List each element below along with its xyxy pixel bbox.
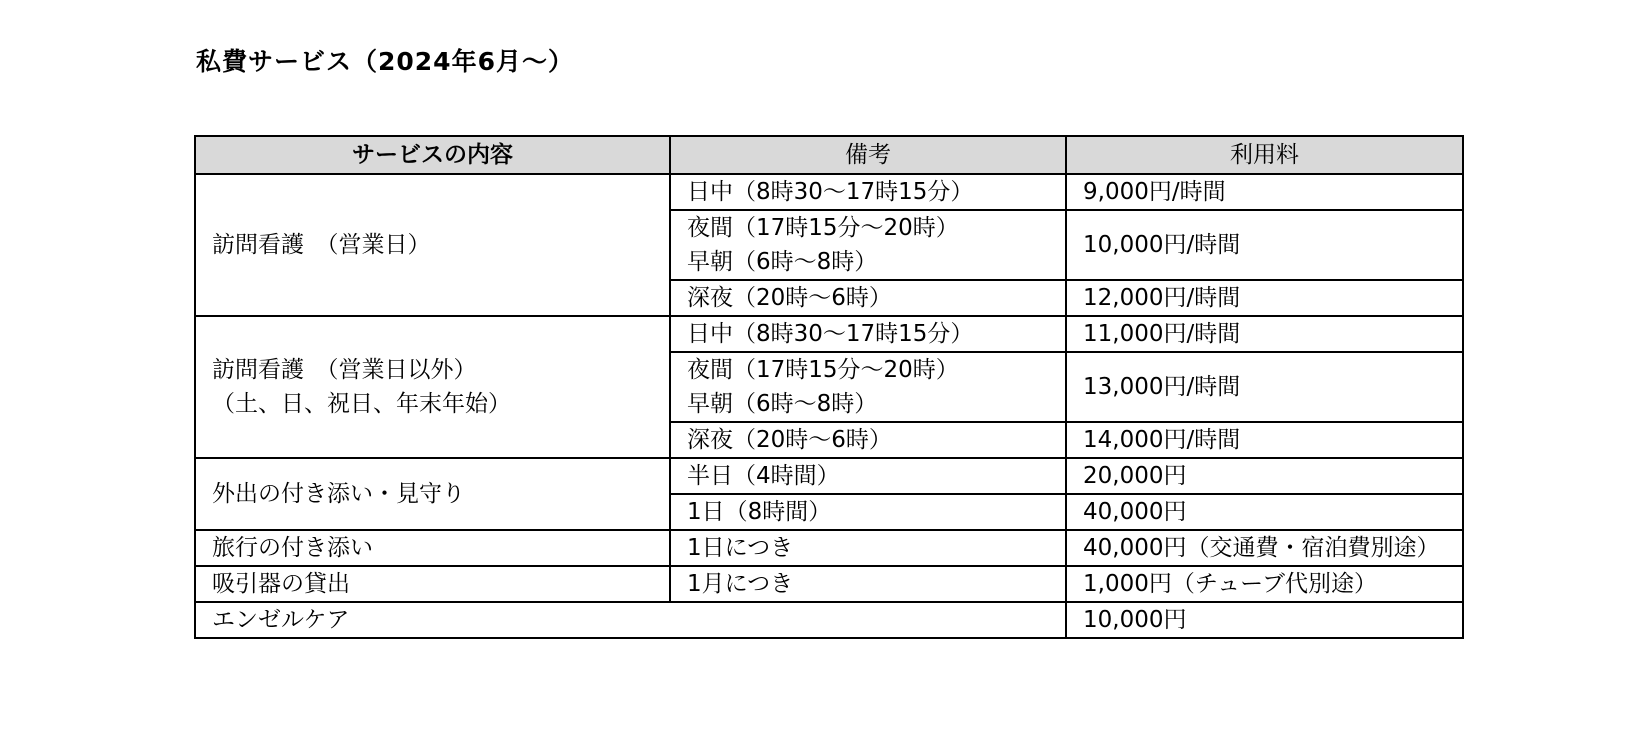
note-cell — [670, 280, 1066, 316]
header-fee: 利用料 — [1066, 136, 1463, 174]
note-label: 早朝（6時～8時） — [687, 391, 878, 417]
note-cell — [670, 210, 1066, 280]
service-label: 訪問看護 （営業日以外） — [212, 357, 477, 383]
service-label: 旅行の付き添い — [212, 535, 373, 561]
fee-cell: 13,000円/時間 — [1066, 352, 1463, 422]
service-label: 訪問看護 （営業日） — [212, 232, 431, 258]
note-label: 夜間（17時15分～20時） — [687, 357, 959, 383]
table-row — [195, 458, 1463, 494]
service-cell — [195, 566, 670, 602]
service-cell — [195, 530, 670, 566]
note-cell — [670, 174, 1066, 210]
note-cell — [670, 494, 1066, 530]
service-label: 吸引器の貸出 — [212, 571, 350, 597]
service-cell — [195, 458, 670, 530]
note-cell — [670, 566, 1066, 602]
note-label: 日中（8時30～17時15分） — [687, 321, 974, 347]
service-label: （土、日、祝日、年末年始） — [212, 391, 511, 417]
fee-cell: 1,000円（チューブ代別途） — [1066, 566, 1463, 602]
note-cell — [670, 352, 1066, 422]
table-row — [195, 316, 1463, 352]
service-cell — [195, 316, 670, 458]
fee-cell: 40,000円（交通費・宿泊費別途） — [1066, 530, 1463, 566]
fee-cell: 14,000円/時間 — [1066, 422, 1463, 458]
note-label: 深夜（20時～6時） — [687, 285, 892, 311]
note-label: 半日（4時間） — [687, 463, 840, 489]
table-row — [195, 174, 1463, 210]
fee-cell: 20,000円 — [1066, 458, 1463, 494]
note-cell — [670, 530, 1066, 566]
table-header-row — [195, 136, 1463, 174]
table-row — [195, 602, 1463, 638]
service-cell — [195, 602, 1066, 638]
note-cell — [670, 422, 1066, 458]
service-cell — [195, 174, 670, 316]
note-label: 早朝（6時～8時） — [687, 249, 878, 275]
fee-cell: 40,000円 — [1066, 494, 1463, 530]
fee-cell: 11,000円/時間 — [1066, 316, 1463, 352]
service-label: 外出の付き添い・見守り — [212, 481, 465, 507]
page-title: 私費サービス（2024年6月～） — [196, 47, 574, 76]
note-label: 1日（8時間） — [687, 499, 832, 525]
table-row — [195, 530, 1463, 566]
table-row — [195, 566, 1463, 602]
header-service: サービスの内容 — [195, 136, 670, 174]
note-cell — [670, 316, 1066, 352]
fee-table — [194, 135, 1464, 639]
service-label: エンゼルケア — [212, 607, 350, 633]
fee-cell: 12,000円/時間 — [1066, 280, 1463, 316]
header-notes: 備考 — [670, 136, 1066, 174]
note-label: 1日につき — [687, 535, 794, 561]
note-label: 日中（8時30～17時15分） — [687, 179, 974, 205]
note-label: 1月につき — [687, 571, 794, 597]
fee-cell: 10,000円/時間 — [1066, 210, 1463, 280]
note-label: 夜間（17時15分～20時） — [687, 215, 959, 241]
note-cell — [670, 458, 1066, 494]
note-label: 深夜（20時～6時） — [687, 427, 892, 453]
fee-cell: 10,000円 — [1066, 602, 1463, 638]
fee-cell: 9,000円/時間 — [1066, 174, 1463, 210]
